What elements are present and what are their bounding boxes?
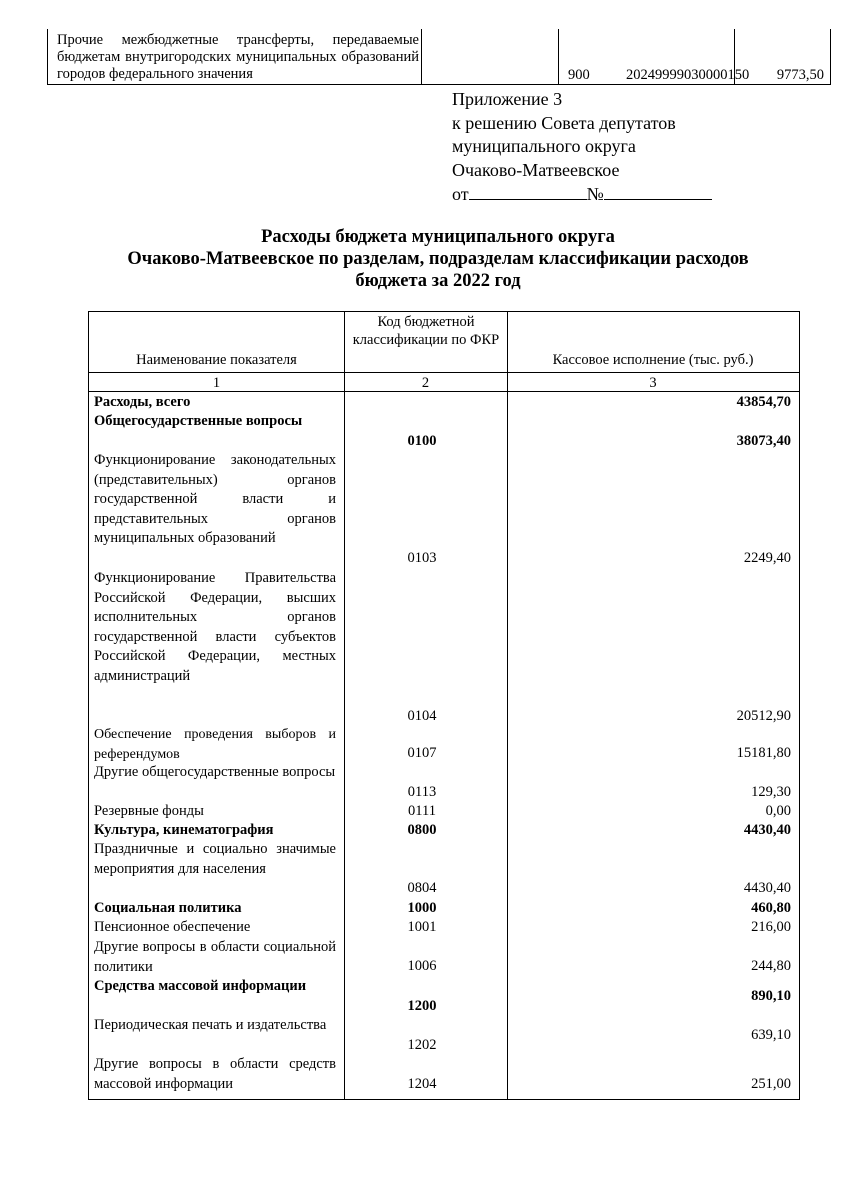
row-code: 0111 — [408, 803, 436, 819]
top-table-fragment — [47, 29, 831, 85]
from-label: от — [452, 184, 469, 204]
row-code: 0107 — [407, 745, 437, 761]
header-code: Код бюджетной классификации по ФКР — [352, 314, 500, 348]
row-amount: 244,80 — [751, 958, 791, 974]
date-blank — [469, 182, 587, 200]
row-code: 1006 — [407, 958, 437, 974]
row-code: 1204 — [407, 1076, 437, 1092]
title-line: Расходы бюджета муниципального округа — [261, 227, 615, 247]
column-divider — [344, 312, 345, 1099]
document-title — [60, 226, 816, 292]
row-name: Другие вопросы в области социальной политики — [94, 939, 336, 975]
row-name: Праздничные и социально значимые мероприятия для населения — [94, 841, 336, 877]
row-amount: 20512,90 — [736, 708, 791, 724]
row-amount: 4430,40 — [743, 822, 791, 838]
appendix-block — [452, 88, 712, 207]
row-code: 1200 — [407, 998, 437, 1014]
column-divider — [507, 312, 508, 1099]
header-amount: Кассовое исполнение (тыс. руб.) — [552, 352, 754, 368]
row-amount: 43854,70 — [736, 394, 791, 410]
row-name: Пенсионное обеспечение — [94, 919, 251, 935]
row-name: Другие вопросы в области средств массовой информации — [94, 1056, 336, 1092]
row-amount: 639,10 — [751, 1027, 791, 1043]
header-name: Наименование показателя — [136, 352, 297, 368]
appendix-line: Приложение 3 — [452, 89, 563, 109]
row-amount: 890,10 — [751, 988, 791, 1004]
row-code: 0104 — [407, 708, 437, 724]
column-divider — [421, 29, 422, 84]
row-name: Социальная политика — [94, 900, 242, 916]
row-amount: 4430,40 — [743, 880, 791, 896]
row-name: Другие общегосударственные вопросы — [94, 764, 336, 780]
row-code: 0103 — [407, 550, 437, 566]
row-code: 0113 — [407, 784, 437, 800]
row-code: 0100 — [407, 433, 437, 449]
row-name: Культура, кинематография — [94, 822, 274, 838]
top-row-admin-code: 900 — [568, 67, 590, 83]
column-number: 1 — [212, 375, 221, 391]
top-row-budget-code: 20249999030000150 — [626, 67, 750, 83]
row-name: Резервные фонды — [94, 803, 204, 819]
top-row-name: Прочие межбюджетные трансферты, передаваемые бюджетам внутригородских муниципальных образований городов федерального значения — [57, 32, 419, 82]
row-amount: 0,00 — [765, 803, 791, 819]
appendix-line: Очаково-Матвеевское — [452, 159, 620, 180]
row-amount: 251,00 — [751, 1076, 791, 1092]
column-number: 2 — [421, 375, 430, 391]
row-amount: 38073,40 — [736, 433, 791, 449]
row-name: Функционирование законодательных (представительных) органов государственной власти и представительных органов муниципальных образований — [94, 452, 336, 546]
column-divider — [558, 29, 559, 84]
row-name: Функционирование Правительства Российской Федерации, высших исполнительных органов государственной власти субъектов Российской Федерации, местных администраций — [94, 570, 336, 684]
row-amount: 2249,40 — [743, 550, 791, 566]
title-line: Очаково-Матвеевское по разделам, подразделам классификации расходов — [127, 249, 749, 269]
appendix-date-number-line — [452, 182, 712, 207]
expenses-table — [88, 311, 800, 1100]
row-code: 0800 — [407, 822, 437, 838]
row-amount: 129,30 — [751, 784, 791, 800]
row-code: 1000 — [407, 900, 437, 916]
row-amount: 15181,80 — [736, 745, 791, 761]
row-name: Обеспечение проведения выборов и референдумов — [94, 727, 336, 762]
row-code: 1001 — [407, 919, 437, 935]
appendix-line: муниципального округа — [452, 136, 636, 156]
header-divider — [89, 372, 799, 373]
row-name: Периодическая печать и издательства — [94, 1017, 327, 1033]
row-amount: 460,80 — [751, 900, 791, 916]
row-name: Средства массовой информации — [94, 978, 307, 994]
row-code: 1202 — [407, 1037, 437, 1053]
row-amount: 216,00 — [751, 919, 791, 935]
column-number: 3 — [649, 375, 657, 391]
number-label: № — [586, 184, 604, 204]
title-line: бюджета за 2022 год — [355, 271, 521, 291]
row-name: Общегосударственные вопросы — [94, 413, 303, 429]
top-row-amount: 9773,50 — [776, 67, 824, 83]
appendix-line: к решению Совета депутатов — [452, 112, 676, 133]
row-name: Расходы, всего — [94, 394, 191, 410]
number-blank — [604, 182, 712, 200]
row-code: 0804 — [407, 880, 437, 896]
